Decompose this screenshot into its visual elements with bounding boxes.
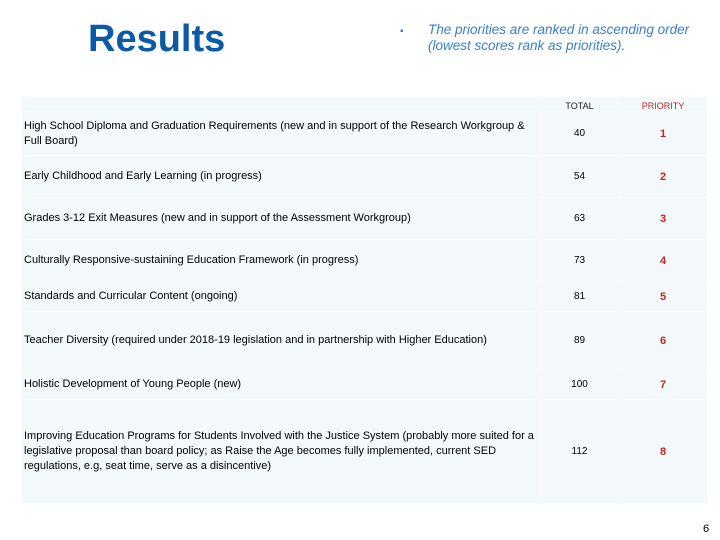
priority-cell: 3 [619,198,708,240]
total-cell: 112 [541,400,619,504]
priority-cell: 8 [619,400,708,504]
table-row [22,312,708,370]
bullet-icon: ▪ [400,26,404,37]
priority-cell: 2 [619,156,708,198]
total-cell: 89 [541,312,619,370]
item-cell: Improving Education Programs for Students Involved with the Justice System (probably more suited for a legislative proposal than board policy; as Raise the Age becomes fully implemented, current SED regulations, e.g, seat time, serve as a disincentive) [22,400,541,504]
table-header-row [22,97,708,112]
total-header: TOTAL [541,97,619,112]
item-cell: Teacher Diversity (required under 2018-19 legislation and in partnership with Higher Education) [22,312,541,370]
table-row [22,400,708,504]
table-row [22,156,708,198]
priority-cell: 7 [619,370,708,400]
priority-cell: 4 [619,240,708,282]
table-row [22,240,708,282]
table-row [22,198,708,240]
priority-cell: 1 [619,112,708,156]
item-cell: Grades 3-12 Exit Measures (new and in support of the Assessment Workgroup) [22,198,541,240]
total-cell: 81 [541,282,619,312]
item-cell: Early Childhood and Early Learning (in progress) [22,156,541,198]
total-cell: 54 [541,156,619,198]
priority-cell: 6 [619,312,708,370]
item-cell: Holistic Development of Young People (new) [22,370,541,400]
total-cell: 73 [541,240,619,282]
table-row [22,112,708,156]
ranking-note-text: The priorities are ranked in ascending order (lowest scores rank as priorities). [428,22,690,53]
total-cell: 100 [541,370,619,400]
slide-title: Results [88,18,226,60]
table-row [22,282,708,312]
priority-cell: 5 [619,282,708,312]
results-table [21,96,708,504]
item-cell: Standards and Curricular Content (ongoing) [22,282,541,312]
item-cell: Culturally Responsive-sustaining Education Framework (in progress) [22,240,541,282]
table-row [22,370,708,400]
total-cell: 40 [541,112,619,156]
priority-header: PRIORITY [619,97,708,112]
ranking-note [400,22,710,54]
item-header [22,97,541,112]
page-number: 6 [703,523,710,535]
total-cell: 63 [541,198,619,240]
item-cell: High School Diploma and Graduation Requirements (new and in support of the Research Workgroup & Full Board) [22,112,541,156]
